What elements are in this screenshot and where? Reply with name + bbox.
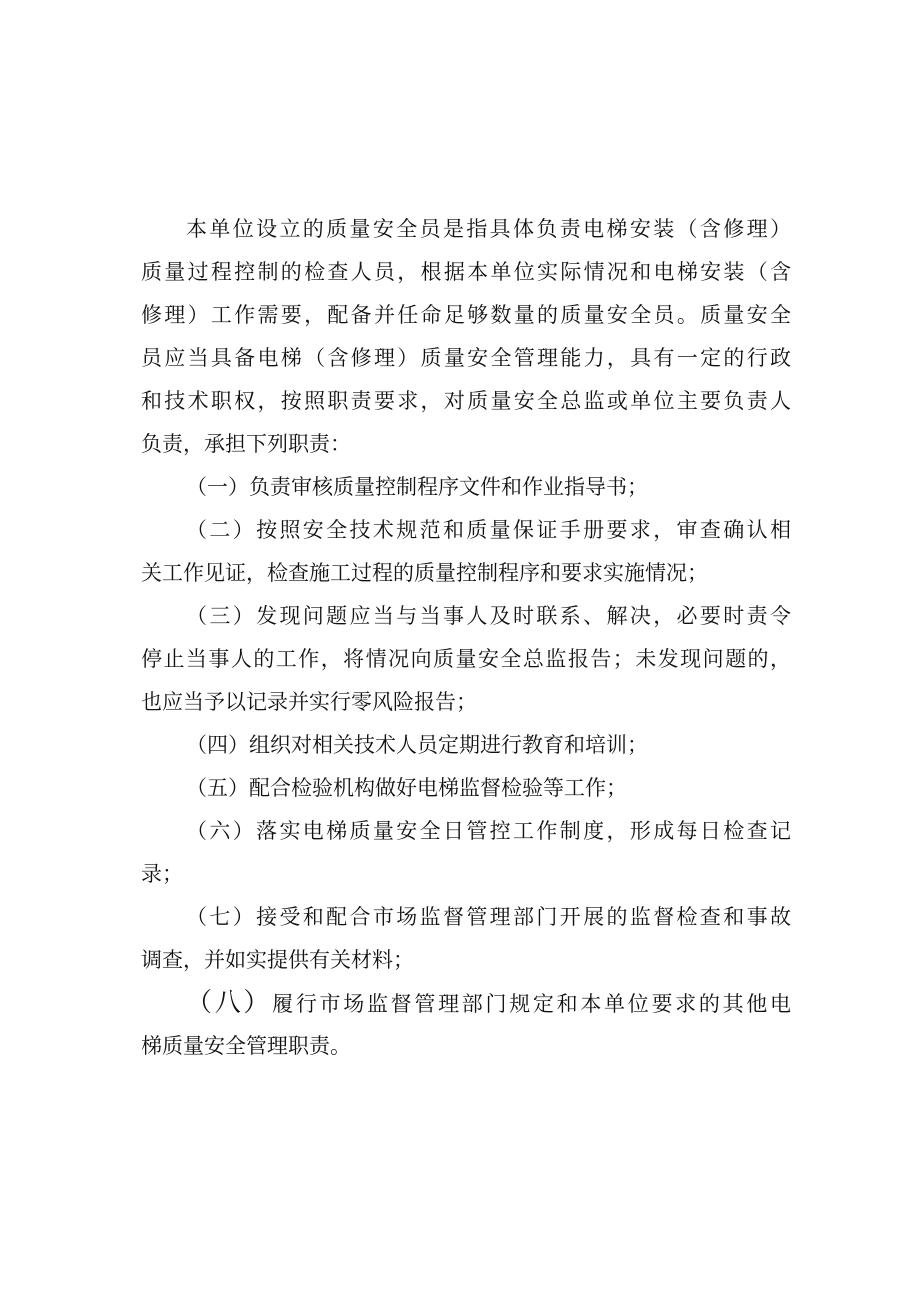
text-line: 调查，并如实提供有关材料； <box>141 948 414 972</box>
duty-item-6 <box>141 810 791 896</box>
text-line: 本单位设立的质量安全员是指具体负责电梯安装（含修理） <box>186 217 791 241</box>
text-line: 停止当事人的工作，将情况向质量安全总监报告；未发现问题的， <box>141 647 791 671</box>
text-line <box>141 982 791 1025</box>
item-text: 履行市场监督管理部门规定和本单位要求的其他电 <box>272 992 791 1016</box>
text-line: （六）落实电梯质量安全日管控工作制度，形成每日检查记 <box>186 819 791 843</box>
text-line: 负责，承担下列职责： <box>141 432 351 456</box>
duty-item-7 <box>141 896 791 982</box>
text-line: 梯质量安全管理职责。 <box>141 1034 351 1058</box>
text-line: （三）发现问题应当与当事人及时联系、解决，必要时责令 <box>186 604 791 628</box>
text-line: 关工作见证，检查施工过程的质量控制程序和要求实施情况； <box>141 561 708 585</box>
text-line: （一）负责审核质量控制程序文件和作业指导书； <box>186 475 648 499</box>
duty-item-8 <box>141 982 791 1068</box>
duty-item-4 <box>141 724 791 767</box>
text-line: 修理）工作需要，配备并任命足够数量的质量安全员。质量安全 <box>141 303 791 327</box>
text-line: 和技术职权，按照职责要求，对质量安全总监或单位主要负责人 <box>141 389 791 413</box>
text-line: （七）接受和配合市场监督管理部门开展的监督检查和事故 <box>186 905 791 929</box>
duty-item-1 <box>141 466 791 509</box>
item-marker: （八） <box>186 988 273 1018</box>
text-line: 员应当具备电梯（含修理）质量安全管理能力，具有一定的行政 <box>141 346 791 370</box>
document-body <box>141 208 791 1068</box>
text-line: 质量过程控制的检查人员，根据本单位实际情况和电梯安装（含 <box>141 260 791 284</box>
duty-item-5 <box>141 767 791 810</box>
text-line: 录； <box>141 862 183 886</box>
duty-item-2 <box>141 509 791 595</box>
text-line: 也应当予以记录并实行零风险报告； <box>141 690 477 714</box>
duty-item-3 <box>141 595 791 724</box>
text-line: （二）按照安全技术规范和质量保证手册要求，审查确认相 <box>186 518 791 542</box>
text-line: （五）配合检验机构做好电梯监督检验等工作； <box>186 776 627 800</box>
text-line: （四）组织对相关技术人员定期进行教育和培训； <box>186 733 648 757</box>
intro-paragraph <box>141 208 791 466</box>
